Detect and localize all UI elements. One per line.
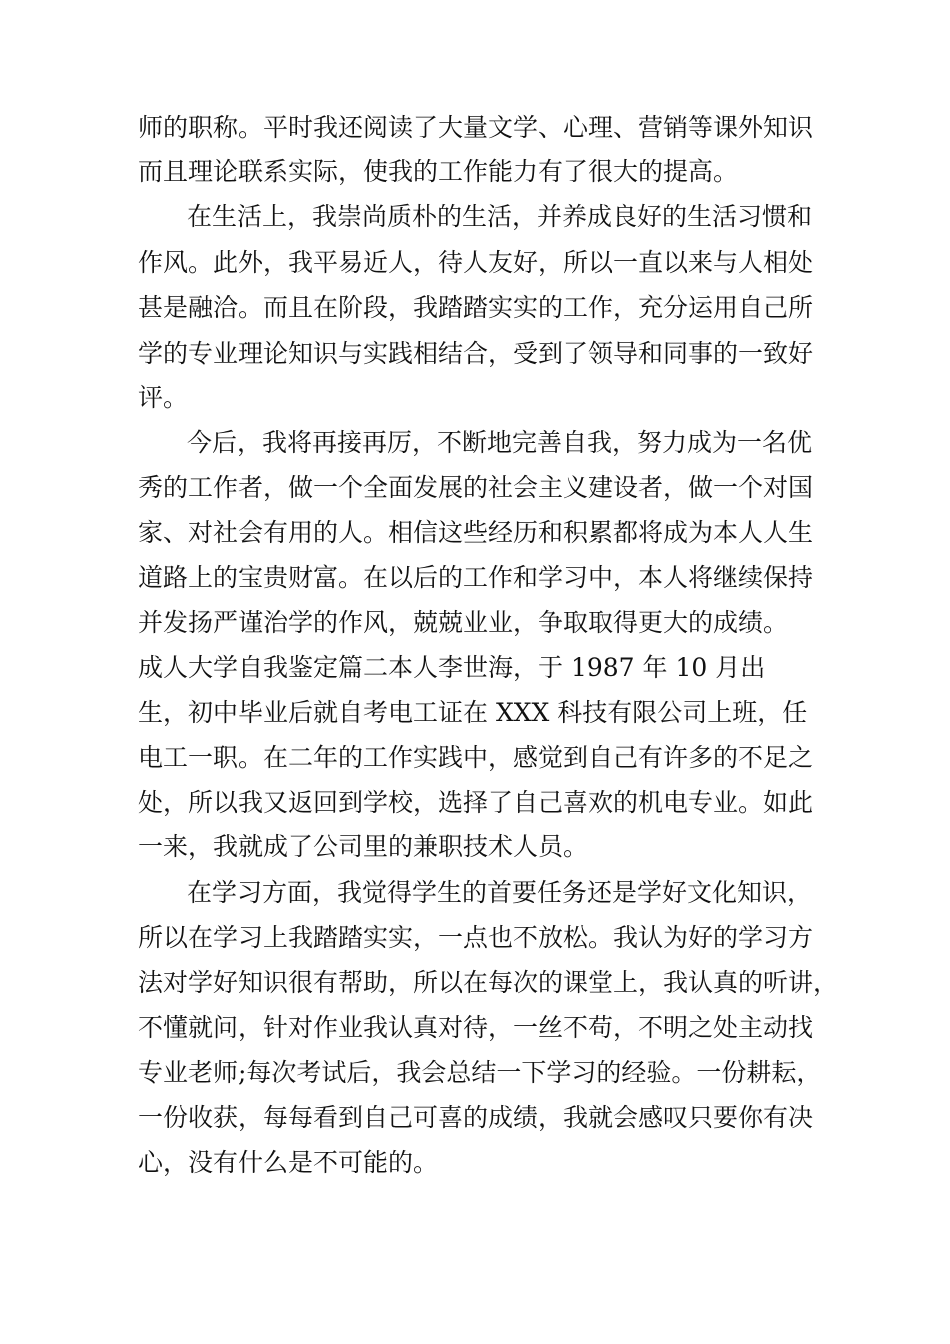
text-line: 评。 <box>138 383 189 412</box>
text-line: 心，没有什么是不可能的。 <box>138 1148 439 1177</box>
text-line: 专业老师;每次考试后，我会总结一下学习的经验。一份耕耘， <box>138 1058 822 1087</box>
text-line: 不懂就问，针对作业我认真对待，一丝不苟，不明之处主动找 <box>138 1013 814 1042</box>
text-line: 作风。此外，我平易近人，待人友好，所以一直以来与人相处 <box>138 248 814 277</box>
text-line: 师的职称。平时我还阅读了大量文学、心理、营销等课外知识 <box>138 113 814 142</box>
paragraph-start-line: 在生活上，我崇尚质朴的生活，并养成良好的生活习惯和 <box>187 202 813 231</box>
text-line: 并发扬严谨治学的作风，兢兢业业，争取取得更大的成绩。 <box>138 608 789 637</box>
text-line: 生，初中毕业后就自考电工证在 XXX 科技有限公司上班，任 <box>138 698 808 727</box>
paragraph-start-line: 今后，我将再接再厉，不断地完善自我，努力成为一名优 <box>187 428 813 457</box>
text-line: 处，所以我又返回到学校，选择了自己喜欢的机电专业。如此 <box>138 788 814 817</box>
text-line: 一来，我就成了公司里的兼职技术人员。 <box>138 832 589 861</box>
text-line: 秀的工作者，做一个全面发展的社会主义建设者，做一个对国 <box>138 473 814 502</box>
text-line: 家、对社会有用的人。相信这些经历和积累都将成为本人人生 <box>138 518 814 547</box>
text-line: 所以在学习上我踏踏实实，一点也不放松。我认为好的学习方 <box>138 923 814 952</box>
section-heading-line: 成人大学自我鉴定篇二本人李世海，于 1987 年 10 月出 <box>138 653 766 682</box>
text-line: 法对学好知识很有帮助，所以在每次的课堂上，我认真的听讲， <box>138 968 839 997</box>
text-line: 道路上的宝贵财富。在以后的工作和学习中，本人将继续保持 <box>138 563 814 592</box>
text-line: 一份收获，每每看到自己可喜的成绩，我就会感叹只要你有决 <box>138 1103 814 1132</box>
paragraph-start-line: 在学习方面，我觉得学生的首要任务还是学好文化知识， <box>187 878 813 907</box>
text-line: 学的专业理论知识与实践相结合，受到了领导和同事的一致好 <box>138 339 814 368</box>
text-line: 电工一职。在二年的工作实践中，感觉到自己有许多的不足之 <box>138 743 814 772</box>
text-line: 而且理论联系实际，使我的工作能力有了很大的提高。 <box>138 157 739 186</box>
text-line: 甚是融洽。而且在阶段，我踏踏实实的工作，充分运用自己所 <box>138 293 814 322</box>
